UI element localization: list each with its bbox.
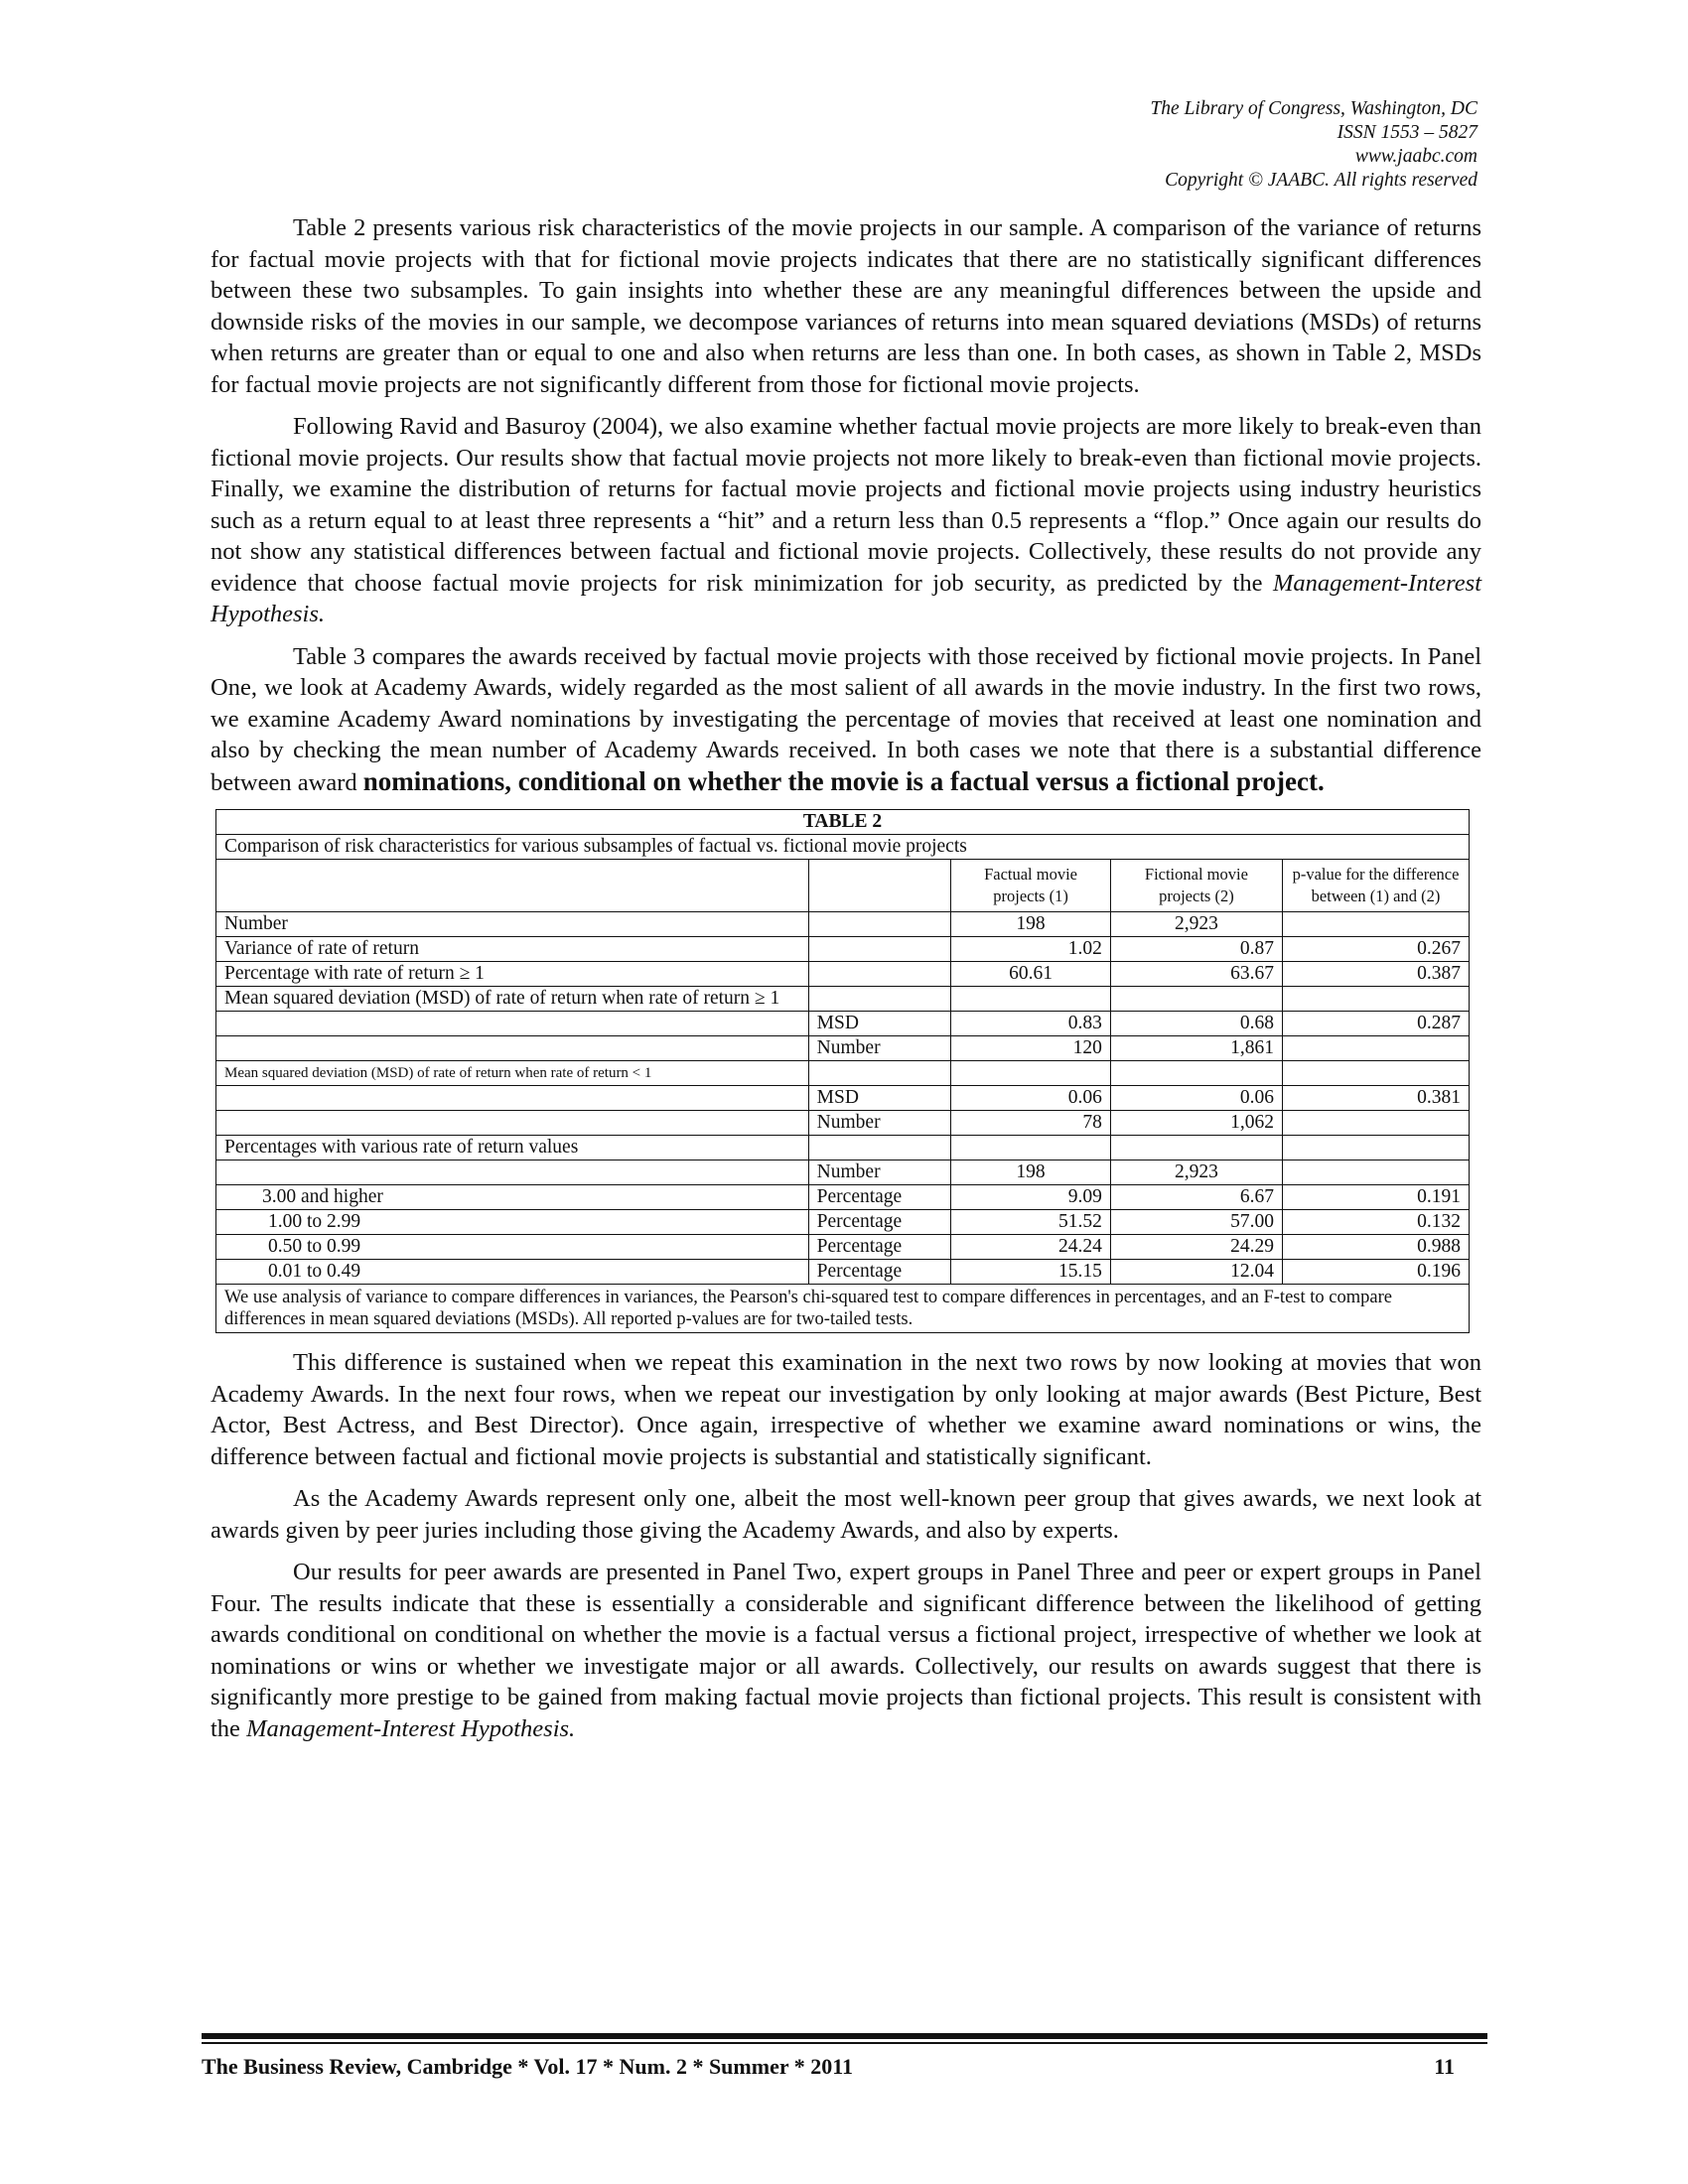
row-label: 1.00 to 2.99 bbox=[216, 1210, 809, 1235]
cell-pvalue: 0.196 bbox=[1283, 1260, 1470, 1285]
paragraph-panels bbox=[211, 1557, 1481, 1744]
hypothesis-term: Management-Interest Hypothesis. bbox=[211, 569, 1481, 627]
paragraph-table3-intro bbox=[211, 641, 1481, 799]
cell-fictional: 2,923 bbox=[1110, 1160, 1282, 1185]
cell-fictional: 0.68 bbox=[1110, 1012, 1282, 1036]
cell-pvalue bbox=[1283, 1136, 1470, 1160]
row-sub bbox=[808, 937, 951, 962]
table-row bbox=[216, 987, 1470, 1012]
table-2 bbox=[215, 809, 1470, 1333]
row-sub: Percentage bbox=[808, 1260, 951, 1285]
header-issn: ISSN 1553 – 5827 bbox=[1336, 122, 1477, 143]
cell-factual: 198 bbox=[951, 1160, 1111, 1185]
table-header-empty bbox=[808, 860, 951, 912]
table-row bbox=[216, 1235, 1470, 1260]
cell-pvalue: 0.381 bbox=[1283, 1086, 1470, 1111]
row-label bbox=[216, 1036, 809, 1061]
paragraph-table2-intro: Table 2 presents various risk characteristics of the movie projects in our sample. A comparison of the variance of returns for factual movie projects with that for fictional movie projects indicates that there are no statistically significant differences between these two subsamples. To gain insights into whether these are any meaningful differences between the upside and downside risks of the movies in our sample, we decompose variances of returns into mean squared deviations (MSDs) of returns when returns are greater than or equal to one and also when returns are less than one. In both cases, as shown in Table 2, MSDs for factual movie projects are not significantly different from those for fictional movie projects. bbox=[211, 214, 1481, 398]
row-label: 0.01 to 0.49 bbox=[216, 1260, 809, 1285]
table-row bbox=[216, 1136, 1470, 1160]
header-library: The Library of Congress, Washington, DC bbox=[1150, 98, 1477, 119]
page-header bbox=[1150, 97, 1477, 193]
column-header-factual: Factual movie projects (1) bbox=[951, 860, 1111, 912]
table-subtitle-row bbox=[216, 835, 1470, 860]
cell-factual: 15.15 bbox=[951, 1260, 1111, 1285]
row-label: Mean squared deviation (MSD) of rate of return when rate of return ≥ 1 bbox=[216, 987, 809, 1012]
hypothesis-term: Management-Interest Hypothesis. bbox=[246, 1714, 576, 1742]
risk-table bbox=[215, 809, 1470, 1333]
table-header-empty bbox=[216, 860, 809, 912]
row-sub: Number bbox=[808, 1160, 951, 1185]
cell-pvalue bbox=[1283, 1111, 1470, 1136]
journal-citation: The Business Review, Cambridge * Vol. 17 * Num. 2 * Summer * 2011 bbox=[202, 2054, 853, 2079]
row-sub bbox=[808, 962, 951, 987]
column-header-fictional: Fictional movie projects (2) bbox=[1110, 860, 1282, 912]
table-row bbox=[216, 1210, 1470, 1235]
header-copyright: Copyright © JAABC. All rights reserved bbox=[1165, 170, 1477, 191]
row-sub bbox=[808, 912, 951, 937]
table-row bbox=[216, 962, 1470, 987]
row-label: Variance of rate of return bbox=[216, 937, 809, 962]
row-label bbox=[216, 1160, 809, 1185]
cell-factual: 0.83 bbox=[951, 1012, 1111, 1036]
article-body bbox=[211, 212, 1481, 1755]
cell-factual bbox=[951, 1061, 1111, 1086]
cell-fictional: 0.06 bbox=[1110, 1086, 1282, 1111]
page-number: 11 bbox=[1434, 2054, 1455, 2079]
cell-factual: 120 bbox=[951, 1036, 1111, 1061]
row-label: Percentages with various rate of return values bbox=[216, 1136, 809, 1160]
cell-factual: 198 bbox=[951, 912, 1111, 937]
table-header-row bbox=[216, 860, 1470, 912]
paragraph-academy-wins: This difference is sustained when we repeat this examination in the next two rows by now looking at movies that won Academy Awards. In the next four rows, when we repeat our investigation by only looking at major awards (Best Picture, Best Actor, Best Actress, and Best Director). Once again, irrespective of whether we examine award nominations or wins, the difference between factual and fictional movie projects is substantial and statistically significant. bbox=[211, 1349, 1481, 1470]
row-label: 3.00 and higher bbox=[216, 1185, 809, 1210]
cell-fictional: 57.00 bbox=[1110, 1210, 1282, 1235]
paragraph-text: Table 3 compares the awards received by factual movie projects with those received by fictional movie projects. In Panel One, we look at Academy Awards, widely regarded as the most salient of all awards in the movie industry. In the first two rows, we examine Academy Award nominations by investigating the percentage of movies that received at least one nomination and also by checking the mean number of Academy Awards received. In both cases we note that there is a substantial difference between award bbox=[211, 642, 1481, 796]
row-label: Number bbox=[216, 912, 809, 937]
table-note-row bbox=[216, 1285, 1470, 1333]
cell-factual: 1.02 bbox=[951, 937, 1111, 962]
cell-pvalue bbox=[1283, 1061, 1470, 1086]
cell-factual bbox=[951, 1136, 1111, 1160]
cell-pvalue: 0.132 bbox=[1283, 1210, 1470, 1235]
row-sub bbox=[808, 1061, 951, 1086]
cell-factual: 0.06 bbox=[951, 1086, 1111, 1111]
row-label bbox=[216, 1086, 809, 1111]
table-row bbox=[216, 937, 1470, 962]
table-row bbox=[216, 1260, 1470, 1285]
row-sub: Number bbox=[808, 1036, 951, 1061]
table-row bbox=[216, 1111, 1470, 1136]
footer-rule-thick bbox=[202, 2033, 1487, 2039]
paragraph-text: Following Ravid and Basuroy (2004), we also examine whether factual movie projects are more likely to break-even than fictional movie projects. Our results show that factual movie projects not more likely to break-even than fictional movie projects. Finally, we examine the distribution of returns for factual movie projects and fictional movie projects using industry heuristics such as a return equal to at least three represents a “hit” and a return less than 0.5 represents a “flop.” Once again our results do not show any statistical differences between factual and fictional movie projects. Collectively, these results do not provide any evidence that choose factual movie projects for risk minimization for job security, as predicted by the bbox=[211, 413, 1481, 597]
row-label: 0.50 to 0.99 bbox=[216, 1235, 809, 1260]
cell-pvalue: 0.988 bbox=[1283, 1235, 1470, 1260]
header-website: www.jaabc.com bbox=[1354, 146, 1477, 167]
row-label: Mean squared deviation (MSD) of rate of return when rate of return < 1 bbox=[216, 1061, 809, 1086]
cell-pvalue bbox=[1283, 987, 1470, 1012]
cell-fictional: 0.87 bbox=[1110, 937, 1282, 962]
cell-factual: 60.61 bbox=[951, 962, 1111, 987]
emphasized-text: nominations, conditional on whether the movie is a factual versus a fictional project. bbox=[362, 765, 1325, 796]
page-footer bbox=[202, 2054, 1455, 2080]
cell-fictional bbox=[1110, 987, 1282, 1012]
cell-fictional: 24.29 bbox=[1110, 1235, 1282, 1260]
table-row bbox=[216, 1185, 1470, 1210]
paragraph-peer-groups: As the Academy Awards represent only one, albeit the most well-known peer group that gives awards, we next look at awards given by peer juries including those giving the Academy Awards, and also by experts. bbox=[211, 1485, 1481, 1544]
cell-fictional: 12.04 bbox=[1110, 1260, 1282, 1285]
cell-fictional: 1,062 bbox=[1110, 1111, 1282, 1136]
row-sub bbox=[808, 1136, 951, 1160]
paragraph-break-even bbox=[211, 411, 1481, 630]
table-subtitle: Comparison of risk characteristics for various subsamples of factual vs. fictional movie projects bbox=[216, 835, 1470, 860]
cell-pvalue bbox=[1283, 1036, 1470, 1061]
cell-fictional: 1,861 bbox=[1110, 1036, 1282, 1061]
cell-pvalue bbox=[1283, 1160, 1470, 1185]
row-sub: Number bbox=[808, 1111, 951, 1136]
table-row bbox=[216, 1086, 1470, 1111]
row-label: Percentage with rate of return ≥ 1 bbox=[216, 962, 809, 987]
column-header-pvalue: p-value for the difference between (1) and (2) bbox=[1283, 860, 1470, 912]
cell-pvalue: 0.191 bbox=[1283, 1185, 1470, 1210]
cell-pvalue: 0.287 bbox=[1283, 1012, 1470, 1036]
row-sub: Percentage bbox=[808, 1235, 951, 1260]
paragraph-text: Our results for peer awards are presented in Panel Two, expert groups in Panel Three and peer or expert groups in Panel Four. The results indicate that these is essentially a considerable and significant difference between the likelihood of getting awards conditional on conditional on whether the movie is a factual versus a fictional project, irrespective of whether we look at nominations or wins or whether we investigate major or all awards. Collectively, our results on awards suggest that there is significantly more prestige to be gained from making factual movie projects than fictional projects. This result is consistent with the bbox=[211, 1559, 1481, 1742]
table-row bbox=[216, 912, 1470, 937]
cell-fictional: 2,923 bbox=[1110, 912, 1282, 937]
table-row bbox=[216, 1036, 1470, 1061]
row-sub: MSD bbox=[808, 1086, 951, 1111]
cell-factual: 24.24 bbox=[951, 1235, 1111, 1260]
row-sub: Percentage bbox=[808, 1210, 951, 1235]
cell-pvalue: 0.267 bbox=[1283, 937, 1470, 962]
cell-pvalue bbox=[1283, 912, 1470, 937]
cell-factual: 51.52 bbox=[951, 1210, 1111, 1235]
table-row bbox=[216, 1061, 1470, 1086]
cell-fictional bbox=[1110, 1061, 1282, 1086]
table-note: We use analysis of variance to compare differences in variances, the Pearson's chi-squared test to compare differences in percentages, and an F-test to compare differences in mean squared deviations (MSDs). All reported p-values are for two-tailed tests. bbox=[216, 1285, 1470, 1333]
footer-rule-thin bbox=[202, 2042, 1487, 2044]
cell-fictional: 63.67 bbox=[1110, 962, 1282, 987]
cell-factual: 78 bbox=[951, 1111, 1111, 1136]
row-label bbox=[216, 1111, 809, 1136]
cell-factual bbox=[951, 987, 1111, 1012]
table-title-row bbox=[216, 810, 1470, 835]
table-title: TABLE 2 bbox=[216, 810, 1470, 835]
row-label bbox=[216, 1012, 809, 1036]
cell-fictional: 6.67 bbox=[1110, 1185, 1282, 1210]
row-sub: MSD bbox=[808, 1012, 951, 1036]
table-row bbox=[216, 1012, 1470, 1036]
row-sub bbox=[808, 987, 951, 1012]
cell-pvalue: 0.387 bbox=[1283, 962, 1470, 987]
table-row bbox=[216, 1160, 1470, 1185]
cell-factual: 9.09 bbox=[951, 1185, 1111, 1210]
row-sub: Percentage bbox=[808, 1185, 951, 1210]
cell-fictional bbox=[1110, 1136, 1282, 1160]
